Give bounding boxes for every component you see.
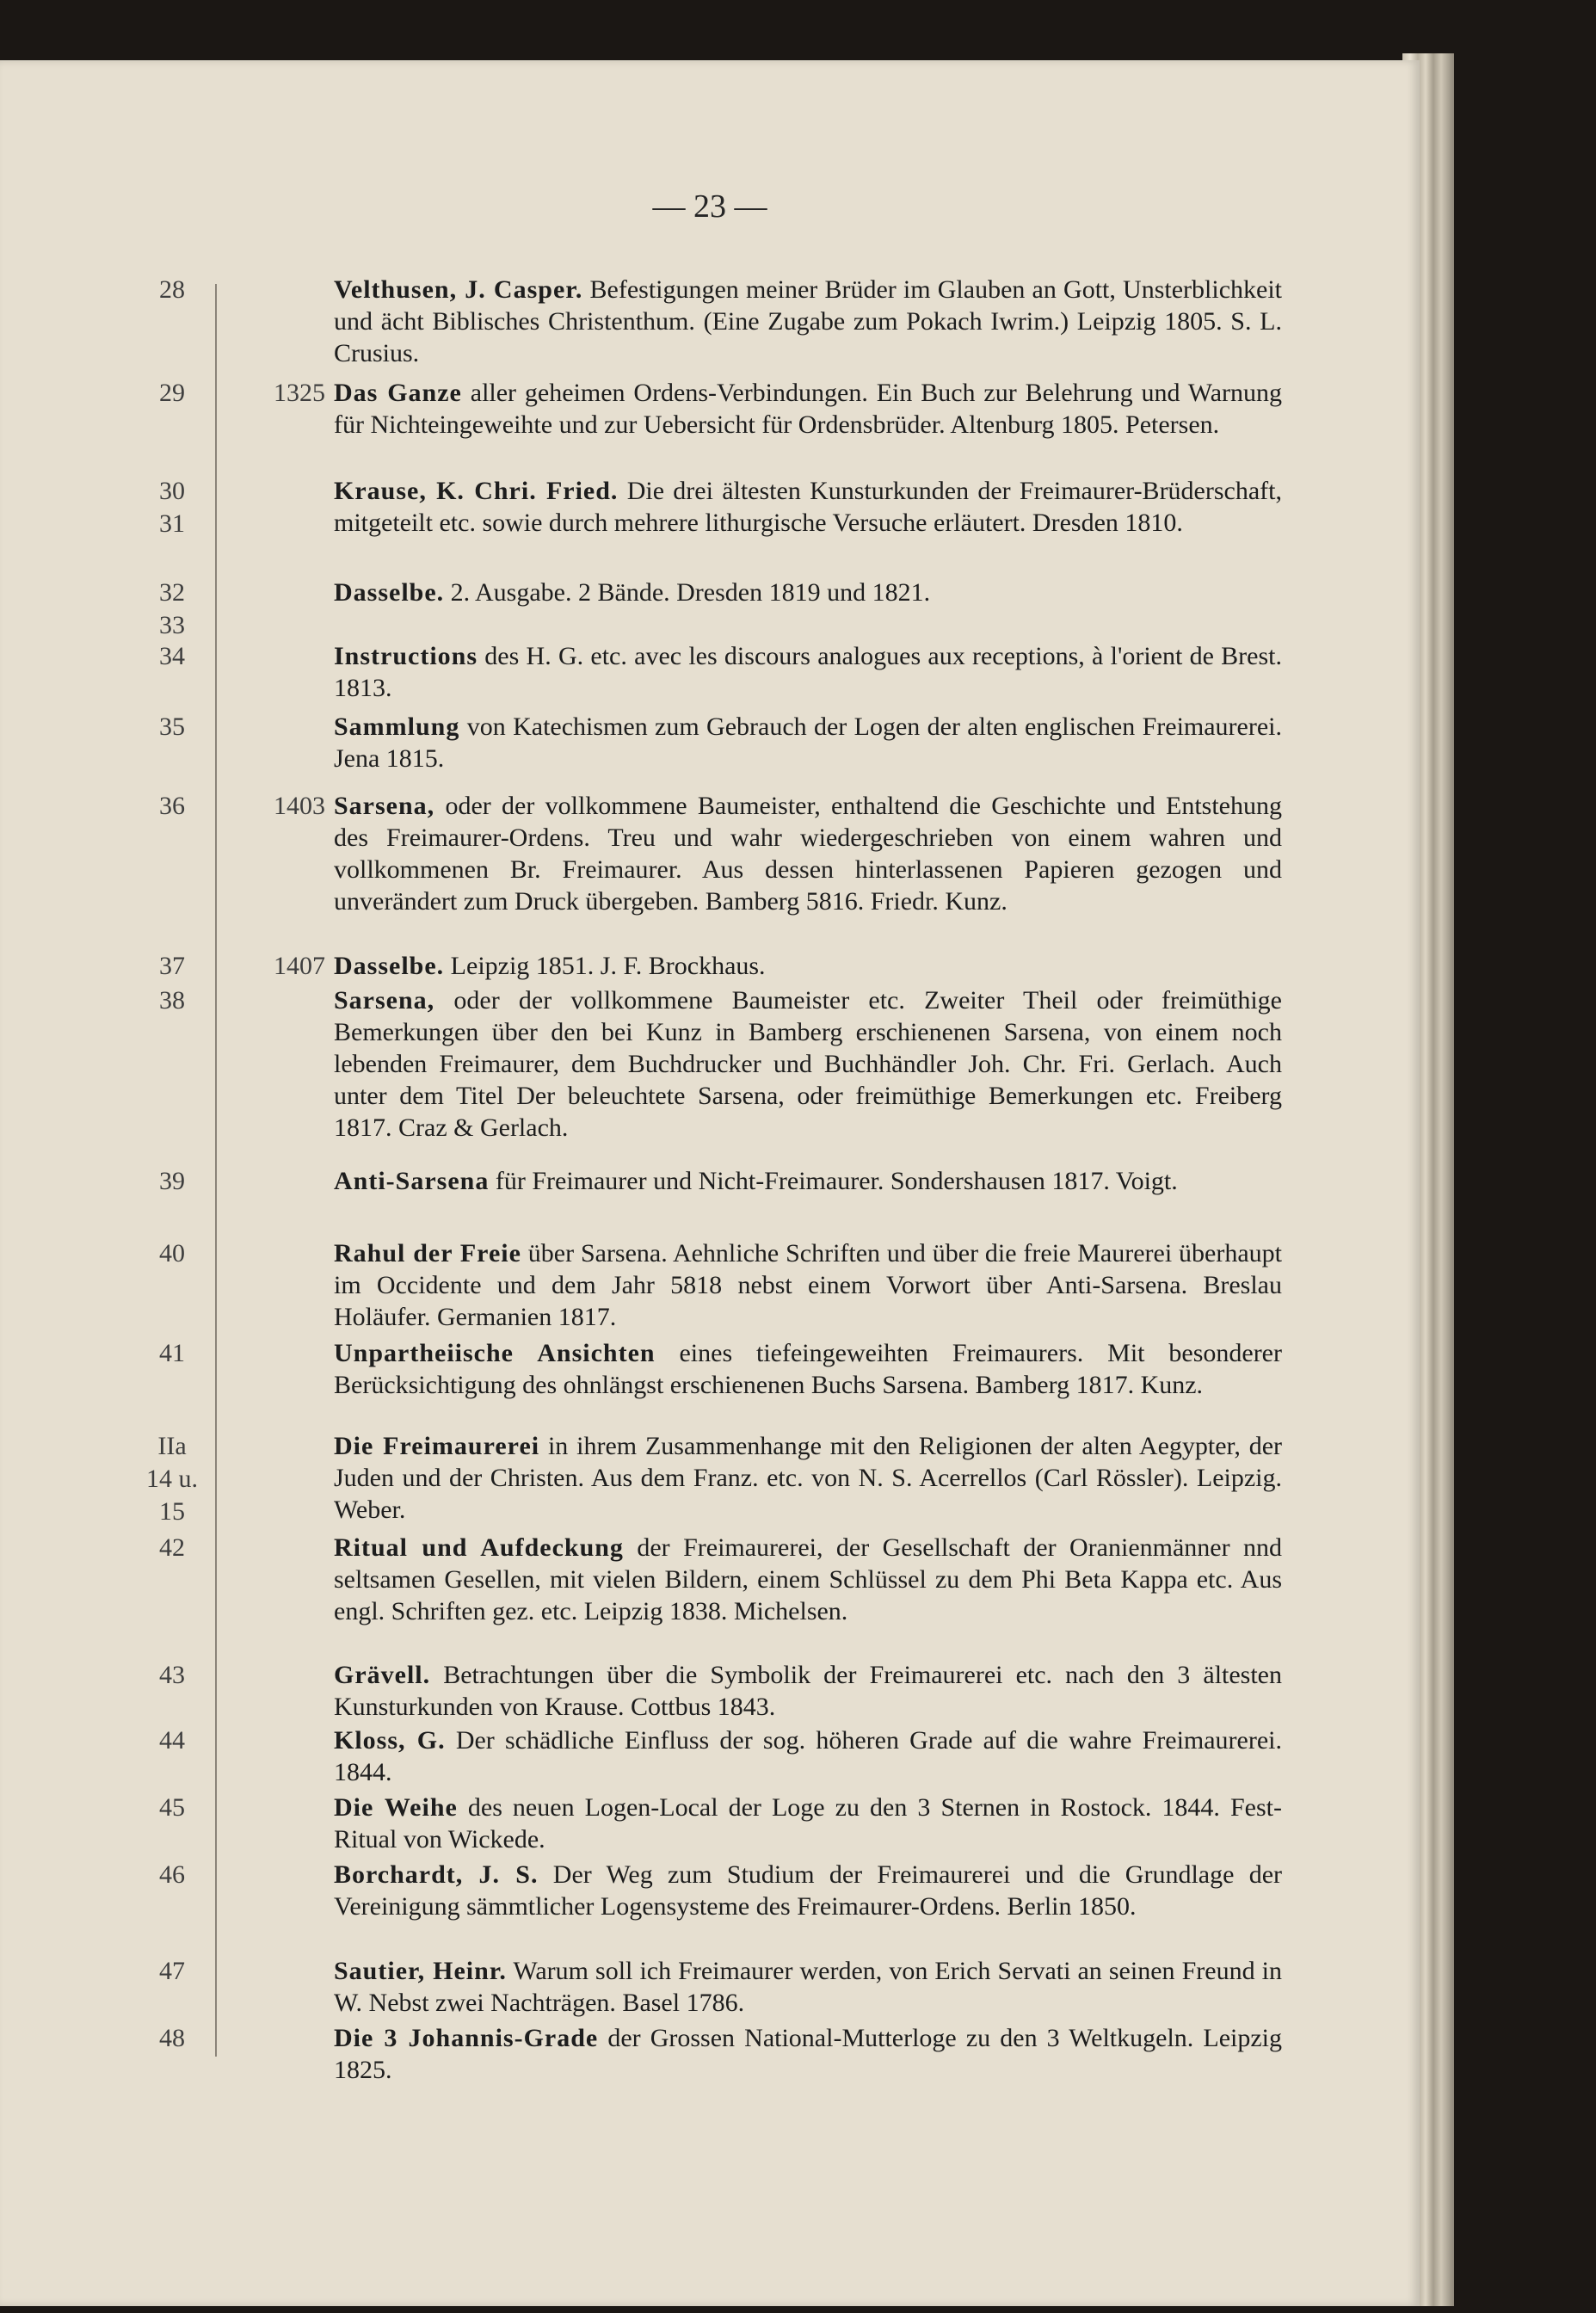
entry-body: aller geheimen Ordens-Verbindungen. Ein Buch zur Belehrung und Warnung für Nichteingeweihte und zur Uebersicht für Ordensbrüder. Altenburg 1805. Petersen. (334, 379, 1282, 439)
entry-body: 2. Ausgabe. 2 Bände. Dresden 1819 und 1821. (450, 578, 931, 607)
entry-text (334, 1430, 1282, 1526)
entry-body: für Freimaurer und Nicht-Freimaurer. Sondershausen 1817. Voigt. (495, 1167, 1178, 1195)
entry-text (334, 790, 1282, 917)
entry-number: 36 (159, 792, 185, 820)
entry-body: Leipzig 1851. J. F. Brockhaus. (450, 952, 766, 980)
entry-number: 47 (159, 1957, 185, 1985)
entry-text (334, 2022, 1282, 2086)
entry-number: 46 (159, 1860, 185, 1889)
entry-text (334, 1859, 1282, 1922)
entry-title: Instructions (334, 642, 478, 670)
entry-number: 45 (159, 1793, 185, 1822)
entry-number: 34 (159, 642, 185, 670)
entry-number: 32 33 (159, 578, 185, 639)
entry-body: Die drei ältesten Kunsturkunden der Freimaurer-Brüderschaft, mitgeteilt etc. sowie durch mehrere lithurgische Versuche erläutert. Dresden 1810. (334, 477, 1282, 537)
entry-text (334, 1792, 1282, 1855)
entry-title: Krause, K. Chri. Fried. (334, 477, 619, 505)
entry-body: von Katechismen zum Gebrauch der Logen der alten englischen Freimaurerei. Jena 1815. (334, 712, 1283, 773)
entry-text (334, 1659, 1282, 1723)
entry-body: Betrachtungen über die Symbolik der Freimaurerei etc. nach den 3 ältesten Kunsturkunden von Krause. Cottbus 1843. (334, 1661, 1283, 1721)
entry-text (334, 1337, 1282, 1401)
entry-number: 30 31 (159, 477, 185, 538)
entry-number: 38 (159, 986, 185, 1015)
page-header: — 23 — (652, 188, 767, 225)
entry-body: Der Weg zum Studium der Freimaurerei und die Grundlage der Vereinigung sämmtlicher Logensysteme des Freimaurer-Ordens. Berlin 1850. (334, 1860, 1282, 1921)
entry-number: 39 (159, 1167, 185, 1195)
entry-number: IIa 14 u. 15 (146, 1432, 198, 1526)
entry-title: Das Ganze (334, 379, 462, 407)
entry-title: Die Freimaurerei (334, 1432, 540, 1460)
entry-text (334, 950, 1282, 982)
entry-number: 43 (159, 1661, 185, 1689)
entry-text (334, 1532, 1282, 1627)
entry-title: Borchardt, J. S. (334, 1860, 539, 1889)
entry-body: oder der vollkommene Baumeister etc. Zweiter Theil oder freimüthige Bemerkungen über den bei Kunz in Bamberg erschienenen Sarsena, von einem noch lebenden Freimaurer, dem Buchdrucker und Buchhändler Joh. Chr. Fri. Gerlach. Auch unter dem Titel Der beleuchtete Sarsena, oder freimüthige Bemerkungen etc. Freiberg 1817. Craz & Gerlach. (334, 986, 1282, 1142)
entry-title: Velthusen, J. Casper. (334, 275, 583, 304)
entry-body: über Sarsena. Aehnliche Schriften und über die freie Maurerei überhaupt im Occidente und dem Jahr 5818 nebst einem Vorwort über Anti-Sarsena. Breslau Holäufer. Germanien 1817. (334, 1239, 1282, 1331)
entry-body: in ihrem Zusammenhange mit den Religionen der alten Aegypter, der Juden und der Christen. Aus dem Franz. etc. von N. S. Acerrellos (Carl Rössler). Leipzig. Weber. (334, 1432, 1282, 1524)
entry-body: des H. G. etc. avec les discours analogues aux receptions, à l'orient de Brest. 1813. (334, 642, 1282, 702)
entry-number: 41 (159, 1339, 185, 1367)
entry-title: Dasselbe. (334, 952, 445, 980)
entry-ref: 1407 (274, 952, 325, 980)
entry-title: Die 3 Johannis-Grade (334, 2024, 599, 2052)
entry-body: Warum soll ich Freimaurer werden, von Erich Servati an seinen Freund in W. Nebst zwei Nachträgen. Basel 1786. (334, 1957, 1282, 2017)
entry-title: Anti-Sarsena (334, 1167, 490, 1195)
entry-text (334, 984, 1282, 1144)
entry-title: Sarsena, (334, 986, 435, 1015)
entry-text (334, 1955, 1282, 2019)
entry-title: Ritual und Aufdeckung (334, 1533, 624, 1562)
entry-title: Sautier, Heinr. (334, 1957, 507, 1985)
entry-text (334, 711, 1282, 774)
entry-title: Kloss, G. (334, 1726, 446, 1755)
entry-text (334, 577, 1282, 608)
entry-title: Dasselbe. (334, 578, 445, 607)
entry-number: 44 (159, 1726, 185, 1755)
entry-title: Unpartheiische Ansichten (334, 1339, 656, 1367)
entry-title: Rahul der Freie (334, 1239, 521, 1268)
entry-number: 29 (159, 379, 185, 407)
entry-ref: 1403 (274, 792, 325, 820)
entry-body: Befestigungen meiner Brüder im Glauben an Gott, Unsterblichkeit und ächt Biblisches Christenthum. (Eine Zugabe zum Pokach Iwrim.) Leipzig 1805. S. L. Crusius. (334, 275, 1282, 367)
entry-title: Grävell. (334, 1661, 431, 1689)
entry-text (334, 1165, 1282, 1197)
entry-number: 28 (159, 275, 185, 304)
entry-body: oder der vollkommene Baumeister, enthaltend die Geschichte und Entstehung des Freimaurer-Ordens. Treu und wahr wiedergeschrieben von einem wahren und vollkommenen Br. Freimaurer. Aus dessen hinterlassenen Papieren gezogen und unverändert zum Druck übergeben. Bamberg 5816. Friedr. Kunz. (334, 792, 1283, 916)
entry-title: Sarsena, (334, 792, 435, 820)
entry-body: der Freimaurerei, der Gesellschaft der Oranienmänner nnd seltsamen Gesellen, mit vielen Bildern, einem Schlüssel zu dem Phi Beta Kappa etc. Aus engl. Schriften gez. etc. Leipzig 1838. Michelsen. (334, 1533, 1283, 1625)
entry-body: eines tiefeingeweihten Freimaurers. Mit besonderer Berücksichtigung des ohnlängst erschienenen Buchs Sarsena. Bamberg 1817. Kunz. (334, 1339, 1282, 1399)
entry-text (334, 640, 1282, 704)
entry-body: der Grossen National-Mutterloge zu den 3 Weltkugeln. Leipzig 1825. (334, 2024, 1282, 2084)
entry-number: 35 (159, 712, 185, 741)
entry-number: 37 (159, 952, 185, 980)
entry-body: des neuen Logen-Local der Loge zu den 3 Sternen in Rostock. 1844. Fest-Ritual von Wickede. (334, 1793, 1282, 1853)
entry-text (334, 1724, 1282, 1788)
entry-body: Der schädliche Einfluss der sog. höheren Grade auf die wahre Freimaurerei. 1844. (334, 1726, 1283, 1786)
entry-text (334, 274, 1282, 369)
entry-title: Sammlung (334, 712, 460, 741)
entry-number: 40 (159, 1239, 185, 1268)
entry-number: 42 (159, 1533, 185, 1562)
entry-text (334, 475, 1282, 539)
entry-text (334, 377, 1282, 441)
entry-ref: 1325 (274, 379, 325, 407)
entry-number: 48 (159, 2024, 185, 2052)
entry-title: Die Weihe (334, 1793, 458, 1822)
entry-text (334, 1237, 1282, 1333)
